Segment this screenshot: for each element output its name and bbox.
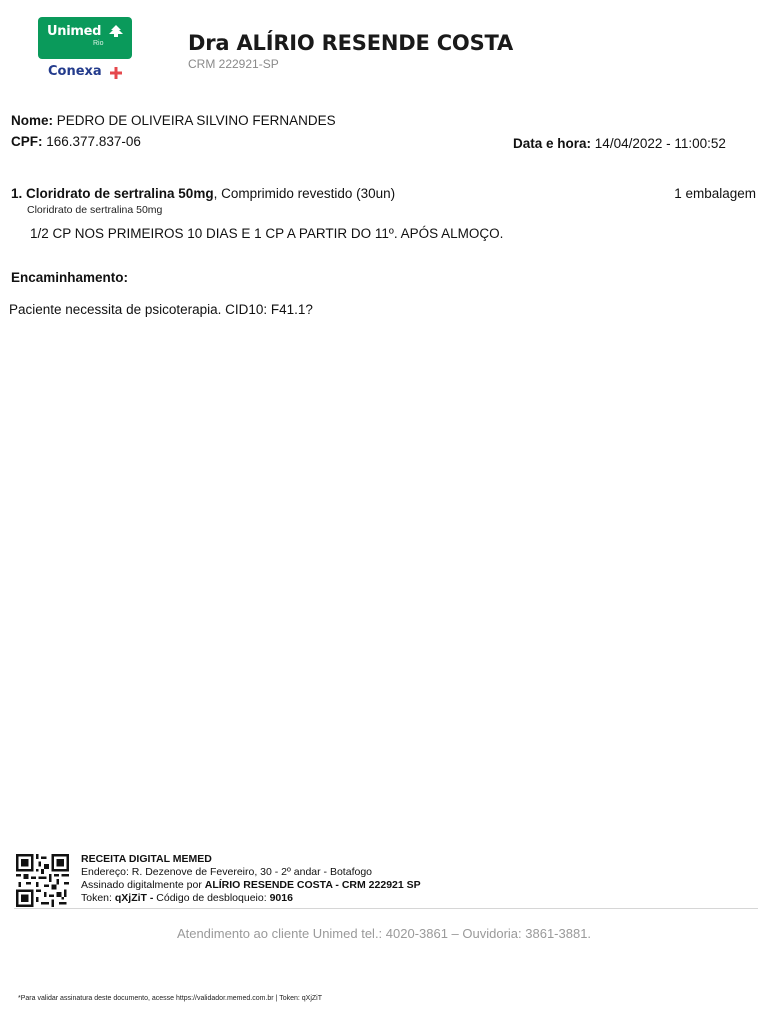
doctor-name: Dra ALÍRIO RESENDE COSTA [188, 31, 514, 55]
validation-note: *Para validar assinatura deste documento, acesse https://validador.memed.com.br | Token: qXjZiT [18, 995, 323, 1002]
conexa-logo-text: Conexa [48, 64, 102, 79]
unlock-value: 9016 [269, 892, 293, 904]
patient-cpf-row [11, 134, 141, 149]
unlock-label: Código de desbloqueio: [156, 892, 270, 904]
footer-address: Endereço: R. Dezenove de Fevereiro, 30 - 2º andar - Botafogo [81, 866, 373, 878]
signed-by: ALÍRIO RESENDE COSTA - CRM 222921 SP [204, 879, 421, 891]
medication-form: , Comprimido revestido (30un) [213, 186, 396, 201]
footer-signed-line [81, 879, 421, 892]
medication-quantity: 1 embalagem [674, 186, 756, 201]
footer-divider [14, 908, 758, 909]
datetime-value: 14/04/2022 - 11:00:52 [594, 136, 726, 151]
patient-name-label: Nome: [11, 113, 54, 128]
referral-heading: Encaminhamento: [11, 270, 129, 285]
token-separator: - [146, 892, 157, 904]
patient-name-row [11, 113, 336, 128]
token-value: qXjZiT [114, 892, 147, 904]
prescription-item-title [11, 186, 395, 201]
customer-service-line: Atendimento ao cliente Unimed tel.: 4020-3861 – Ouvidoria: 3861-3881. [176, 926, 592, 941]
referral-text: Paciente necessita de psicoterapia. CID10: F41.1? [9, 302, 313, 317]
prescription-datetime-row [513, 136, 726, 151]
footer-title: RECEITA DIGITAL MEMED [81, 853, 212, 865]
patient-name-value: PEDRO DE OLIVEIRA SILVINO FERNANDES [56, 113, 336, 128]
unimed-tree-icon [107, 24, 125, 38]
unimed-conexa-logo [38, 17, 132, 83]
patient-cpf-value: 166.377.837-06 [46, 134, 141, 149]
digital-signature-block [81, 853, 421, 905]
unimed-logo-box [38, 17, 132, 59]
medication-subtitle: Cloridrato de sertralina 50mg [27, 204, 163, 216]
medication-name: 1. Cloridrato de sertralina 50mg [11, 186, 214, 201]
patient-cpf-label: CPF: [11, 134, 43, 149]
token-label: Token: [81, 892, 115, 904]
datetime-label: Data e hora: [513, 136, 592, 151]
unimed-logo-text: Unimed [47, 24, 102, 39]
signed-prefix: Assinado digitalmente por [81, 879, 205, 891]
medication-instructions: 1/2 CP NOS PRIMEIROS 10 DIAS E 1 CP A PARTIR DO 11º. APÓS ALMOÇO. [30, 226, 504, 241]
doctor-crm: CRM 222921-SP [188, 57, 279, 71]
footer-token-line [81, 892, 421, 905]
unimed-logo-subtext: Rio [93, 40, 104, 47]
conexa-cross-icon [110, 67, 122, 79]
qr-code-icon [16, 854, 69, 907]
